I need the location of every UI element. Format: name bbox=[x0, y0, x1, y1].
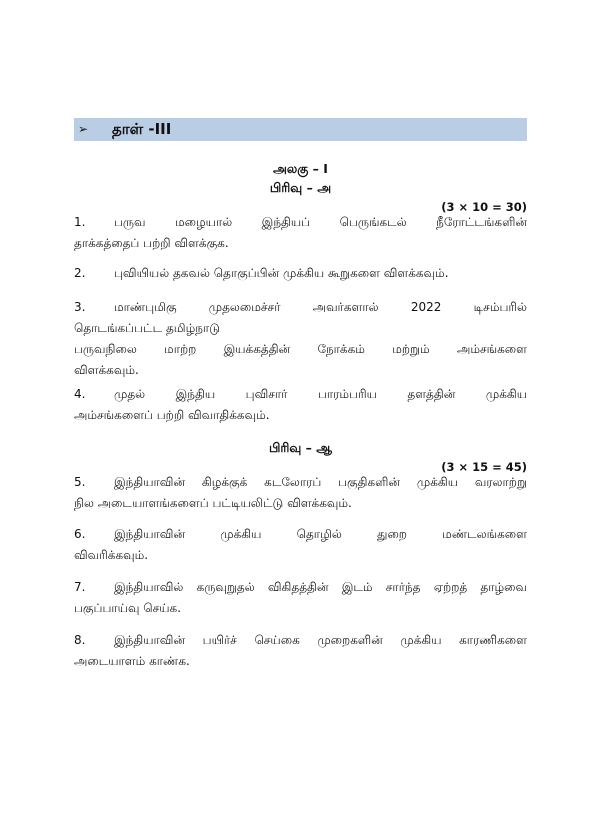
question-number: 4. bbox=[74, 387, 86, 401]
question-line: விளக்கவும். bbox=[74, 363, 139, 377]
question-line: 4. முதல் இந்திய புவிசார் பாரம்பரிய தளத்தின் முக்கிய bbox=[74, 384, 527, 405]
section-b-marks: (3 × 15 = 45) bbox=[441, 460, 527, 474]
question-number: 3. bbox=[74, 300, 86, 314]
question-line: 2. புவியியல் தகவல் தொகுப்பின் முக்கிய கூறுகளை விளக்கவும். bbox=[74, 263, 527, 284]
question-line: பகுப்பாய்வு செய்க. bbox=[74, 601, 182, 615]
question-line: நில அடையாளங்களைப் பட்டியலிட்டு விளக்கவும். bbox=[74, 496, 352, 510]
question-1 bbox=[74, 212, 527, 254]
section-b-title: பிரிவு – ஆ bbox=[268, 440, 333, 455]
question-8 bbox=[74, 630, 527, 672]
paper-banner bbox=[74, 118, 527, 141]
question-line: பருவநிலை மாற்ற இயக்கத்தின் நோக்கம் மற்றும் அம்சங்களை bbox=[74, 342, 527, 356]
question-4 bbox=[74, 384, 527, 426]
question-line: 5. இந்தியாவின் கிழக்குக் கடலோரப் பகுதிகளின் முக்கிய வரலாற்று bbox=[74, 472, 527, 493]
question-number: 1. bbox=[74, 215, 86, 229]
section-a-marks: (3 × 10 = 30) bbox=[441, 200, 527, 214]
question-number: 2. bbox=[74, 266, 86, 280]
question-line: 6. இந்தியாவின் முக்கிய தொழில் துறை மண்டலங்களை bbox=[74, 524, 527, 545]
question-3 bbox=[74, 297, 527, 381]
question-line: 8. இந்தியாவின் பயிர்ச் செய்கை முறைகளின் முக்கிய காரணிகளை bbox=[74, 630, 527, 651]
unit-title: அலகு – I bbox=[273, 161, 328, 176]
question-6 bbox=[74, 524, 527, 566]
question-number: 6. bbox=[74, 527, 86, 541]
section-a-title: பிரிவு – அ bbox=[269, 180, 332, 195]
question-line: தாக்கத்தைப் பற்றி விளக்குக. bbox=[74, 236, 229, 250]
arrow-bullet-icon: ➢ bbox=[78, 122, 89, 136]
question-line: விவரிக்கவும். bbox=[74, 548, 149, 562]
question-line: அடையாளம் காண்க. bbox=[74, 654, 190, 668]
question-line: 7. இந்தியாவில் கருவுறுதல் விகிதத்தின் இடம் சார்ந்த ஏற்றத் தாழ்வை bbox=[74, 577, 527, 598]
question-7 bbox=[74, 577, 527, 619]
question-number: 8. bbox=[74, 633, 86, 647]
question-line: 1. பருவ மழையால் இந்தியப் பெருங்கடல் நீரோட்டங்களின் bbox=[74, 212, 527, 233]
question-number: 7. bbox=[74, 580, 86, 594]
paper-title: தாள் -III bbox=[112, 120, 172, 138]
question-line: அம்சங்களைப் பற்றி விவாதிக்கவும். bbox=[74, 408, 270, 422]
question-line: தொடங்கப்பட்ட தமிழ்நாடு bbox=[74, 321, 220, 335]
question-line: 3. மாண்புமிகு முதலமைச்சர் அவர்களால் 2022 டிசம்பரில் bbox=[74, 297, 527, 318]
question-2 bbox=[74, 263, 527, 284]
question-number: 5. bbox=[74, 475, 86, 489]
question-5 bbox=[74, 472, 527, 514]
